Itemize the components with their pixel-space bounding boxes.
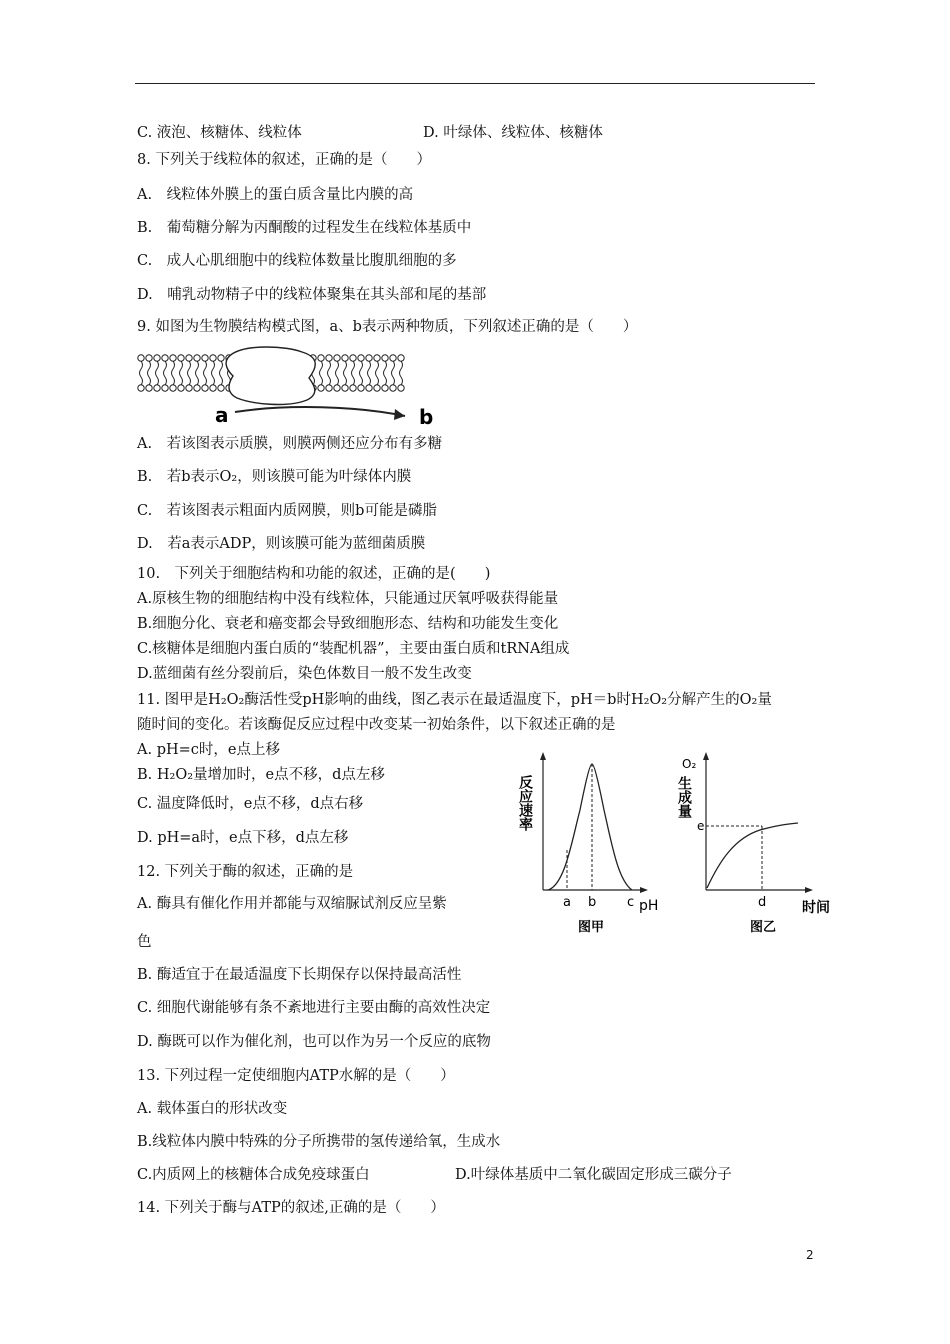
jia-curve bbox=[548, 764, 632, 890]
jia-tick-b: b bbox=[588, 895, 597, 910]
text-line: A. 酶具有催化作用并都能与双缩脲试剂反应呈紫 bbox=[137, 896, 447, 912]
phospholipid-head bbox=[178, 385, 184, 391]
text-line: A.原核生物的细胞结构中没有线粒体，只能通过厌氧呼吸获得能量 bbox=[137, 591, 559, 607]
phospholipid-tail bbox=[320, 361, 323, 385]
phospholipid-tail bbox=[384, 361, 387, 385]
phospholipid-head bbox=[146, 385, 152, 391]
phospholipid-tail bbox=[400, 361, 403, 385]
phospholipid-head bbox=[366, 355, 372, 361]
phospholipid-head bbox=[398, 355, 404, 361]
phospholipid-tail bbox=[172, 361, 175, 385]
phospholipid-tail bbox=[140, 361, 143, 385]
phospholipid-tail bbox=[180, 361, 183, 385]
jia-caption: 图甲 bbox=[578, 920, 605, 935]
phospholipid-head bbox=[326, 355, 332, 361]
text-line: C.核糖体是细胞内蛋白质的“装配机器”，主要由蛋白质和tRNA组成 bbox=[137, 641, 570, 657]
text-line: 9. 如图为生物膜结构模式图，a、b表示两种物质，下列叙述正确的是（ ） bbox=[137, 319, 638, 335]
page-number: 2 bbox=[806, 1248, 814, 1262]
text-line: 8. 下列关于线粒体的叙述，正确的是（ ） bbox=[137, 152, 431, 168]
text-line: B. 酶适宜于在最适温度下长期保存以保持最高活性 bbox=[137, 967, 462, 983]
text-line: 12. 下列关于酶的叙述，正确的是 bbox=[137, 864, 354, 880]
phospholipid-head bbox=[358, 355, 364, 361]
phospholipid-tail bbox=[164, 361, 167, 385]
phospholipid-head bbox=[382, 385, 388, 391]
phospholipid-head bbox=[358, 385, 364, 391]
text-line: C. 温度降低时，e点不移，d点右移 bbox=[137, 796, 364, 812]
phospholipid-head bbox=[138, 355, 144, 361]
enzyme-graphs bbox=[510, 750, 840, 945]
phospholipid-head bbox=[318, 385, 324, 391]
yi-caption: 图乙 bbox=[750, 920, 777, 935]
phospholipid-head bbox=[210, 385, 216, 391]
jia-xlabel: pH bbox=[639, 898, 659, 914]
phospholipid-head bbox=[366, 385, 372, 391]
phospholipid-head bbox=[374, 355, 380, 361]
header-rule bbox=[135, 83, 815, 84]
phospholipid-head bbox=[326, 385, 332, 391]
text-line: B.线粒体内膜中特殊的分子所携带的氢传递给氧，生成水 bbox=[137, 1134, 501, 1150]
phospholipid-head bbox=[342, 355, 348, 361]
phospholipid-tail bbox=[376, 361, 379, 385]
phospholipid-head bbox=[342, 385, 348, 391]
phospholipid-tail bbox=[148, 361, 151, 385]
text-line: 随时间的变化。若该酶促反应过程中改变某一初始条件，以下叙述正确的是 bbox=[137, 717, 616, 733]
phospholipid-head bbox=[202, 355, 208, 361]
protein-shape bbox=[226, 347, 315, 404]
yi-xlabel: 时间 bbox=[802, 900, 830, 916]
text-line: C. 液泡、核糖体、线粒体 bbox=[137, 125, 302, 141]
phospholipid-head bbox=[162, 385, 168, 391]
phospholipid-tail bbox=[156, 361, 159, 385]
phospholipid-head bbox=[170, 385, 176, 391]
phospholipid-head bbox=[350, 385, 356, 391]
phospholipid-head bbox=[318, 355, 324, 361]
text-line: C. 成人心肌细胞中的线粒体数量比腹肌细胞的多 bbox=[137, 253, 457, 269]
phospholipid-head bbox=[398, 385, 404, 391]
phospholipid-tail bbox=[204, 361, 207, 385]
yi-e-label: e bbox=[697, 819, 705, 833]
jia-tick-a: a bbox=[563, 895, 571, 910]
text-line: 11. 图甲是H₂O₂酶活性受pH影响的曲线，图乙表示在最适温度下，pH＝b时H₂O₂分解产生的O₂量 bbox=[137, 692, 772, 708]
text-line: D.蓝细菌有丝分裂前后，染色体数目一般不发生改变 bbox=[137, 666, 472, 682]
phospholipid-head bbox=[334, 385, 340, 391]
yi-d-label: d bbox=[758, 895, 767, 910]
label-b: b bbox=[419, 405, 434, 426]
phospholipid-head bbox=[382, 355, 388, 361]
phospholipid-head bbox=[218, 385, 224, 391]
text-line: A. 载体蛋白的形状改变 bbox=[137, 1101, 288, 1117]
phospholipid-head bbox=[154, 355, 160, 361]
phospholipid-head bbox=[218, 355, 224, 361]
text-line: A. pH=c时，e点上移 bbox=[137, 742, 280, 758]
yi-ylabel-top: O₂ bbox=[682, 757, 697, 771]
phospholipid-tail bbox=[360, 361, 363, 385]
text-line: 13. 下列过程一定使细胞内ATP水解的是（ ） bbox=[137, 1068, 455, 1084]
text-line: 色 bbox=[137, 934, 152, 950]
phospholipid-tail bbox=[392, 361, 395, 385]
phospholipid-head bbox=[162, 355, 168, 361]
text-line: A. 若该图表示质膜，则膜两侧还应分布有多糖 bbox=[137, 436, 443, 452]
text-line-option: D. 叶绿体、线粒体、核糖体 bbox=[423, 125, 603, 141]
text-line: C.内质网上的核糖体合成免疫球蛋白 bbox=[137, 1167, 370, 1183]
phospholipid-tail bbox=[196, 361, 199, 385]
phospholipid-head bbox=[170, 355, 176, 361]
phospholipid-head bbox=[390, 355, 396, 361]
phospholipid-head bbox=[194, 385, 200, 391]
phospholipid-tail bbox=[328, 361, 331, 385]
phospholipid-tail bbox=[368, 361, 371, 385]
label-a: a bbox=[215, 403, 229, 426]
phospholipid-tail bbox=[352, 361, 355, 385]
phospholipid-tail bbox=[344, 361, 347, 385]
text-line: B. 若b表示O₂，则该膜可能为叶绿体内膜 bbox=[137, 469, 412, 485]
phospholipid-head bbox=[146, 355, 152, 361]
phospholipid-head bbox=[178, 355, 184, 361]
yi-curve bbox=[707, 823, 798, 888]
transport-arrow bbox=[235, 407, 405, 416]
text-line: 10. 下列关于细胞结构和功能的叙述，正确的是( ) bbox=[137, 566, 491, 582]
phospholipid-head bbox=[154, 385, 160, 391]
text-line: B. H₂O₂量增加时，e点不移，d点左移 bbox=[137, 767, 385, 783]
text-line: D. 若a表示ADP，则该膜可能为蓝细菌质膜 bbox=[137, 536, 426, 552]
text-line: D. 哺乳动物精子中的线粒体聚集在其头部和尾的基部 bbox=[137, 287, 487, 303]
phospholipid-tail bbox=[212, 361, 215, 385]
phospholipid-head bbox=[334, 355, 340, 361]
phospholipid-head bbox=[186, 385, 192, 391]
text-line: D. pH=a时，e点下移，d点左移 bbox=[137, 830, 349, 846]
phospholipid-tail bbox=[220, 361, 223, 385]
phospholipid-head bbox=[138, 385, 144, 391]
arrowhead bbox=[394, 409, 405, 420]
phospholipid-head bbox=[202, 385, 208, 391]
yi-ylabel: 生成量 bbox=[676, 776, 692, 818]
phospholipid-head bbox=[350, 355, 356, 361]
text-line: B. 葡萄糖分解为丙酮酸的过程发生在线粒体基质中 bbox=[137, 220, 472, 236]
text-line-option: D.叶绿体基质中二氧化碳固定形成三碳分子 bbox=[455, 1167, 732, 1183]
phospholipid-head bbox=[186, 355, 192, 361]
membrane-diagram bbox=[137, 346, 437, 426]
text-line: C. 若该图表示粗面内质网膜，则b可能是磷脂 bbox=[137, 503, 437, 519]
text-line: 14. 下列关于酶与ATP的叙述,正确的是（ ） bbox=[137, 1200, 445, 1216]
text-line: A. 线粒体外膜上的蛋白质含量比内膜的高 bbox=[137, 187, 414, 203]
phospholipid-head bbox=[194, 355, 200, 361]
phospholipid-head bbox=[210, 355, 216, 361]
phospholipid-head bbox=[374, 385, 380, 391]
jia-ylabel: 反应速率 bbox=[517, 775, 533, 831]
text-line: C. 细胞代谢能够有条不紊地进行主要由酶的高效性决定 bbox=[137, 1000, 491, 1016]
phospholipid-tail bbox=[188, 361, 191, 385]
phospholipid-tail bbox=[336, 361, 339, 385]
text-line: D. 酶既可以作为催化剂，也可以作为另一个反应的底物 bbox=[137, 1034, 491, 1050]
jia-tick-c: c bbox=[627, 895, 635, 910]
text-line: B.细胞分化、衰老和癌变都会导致细胞形态、结构和功能发生变化 bbox=[137, 616, 559, 632]
phospholipid-head bbox=[390, 385, 396, 391]
